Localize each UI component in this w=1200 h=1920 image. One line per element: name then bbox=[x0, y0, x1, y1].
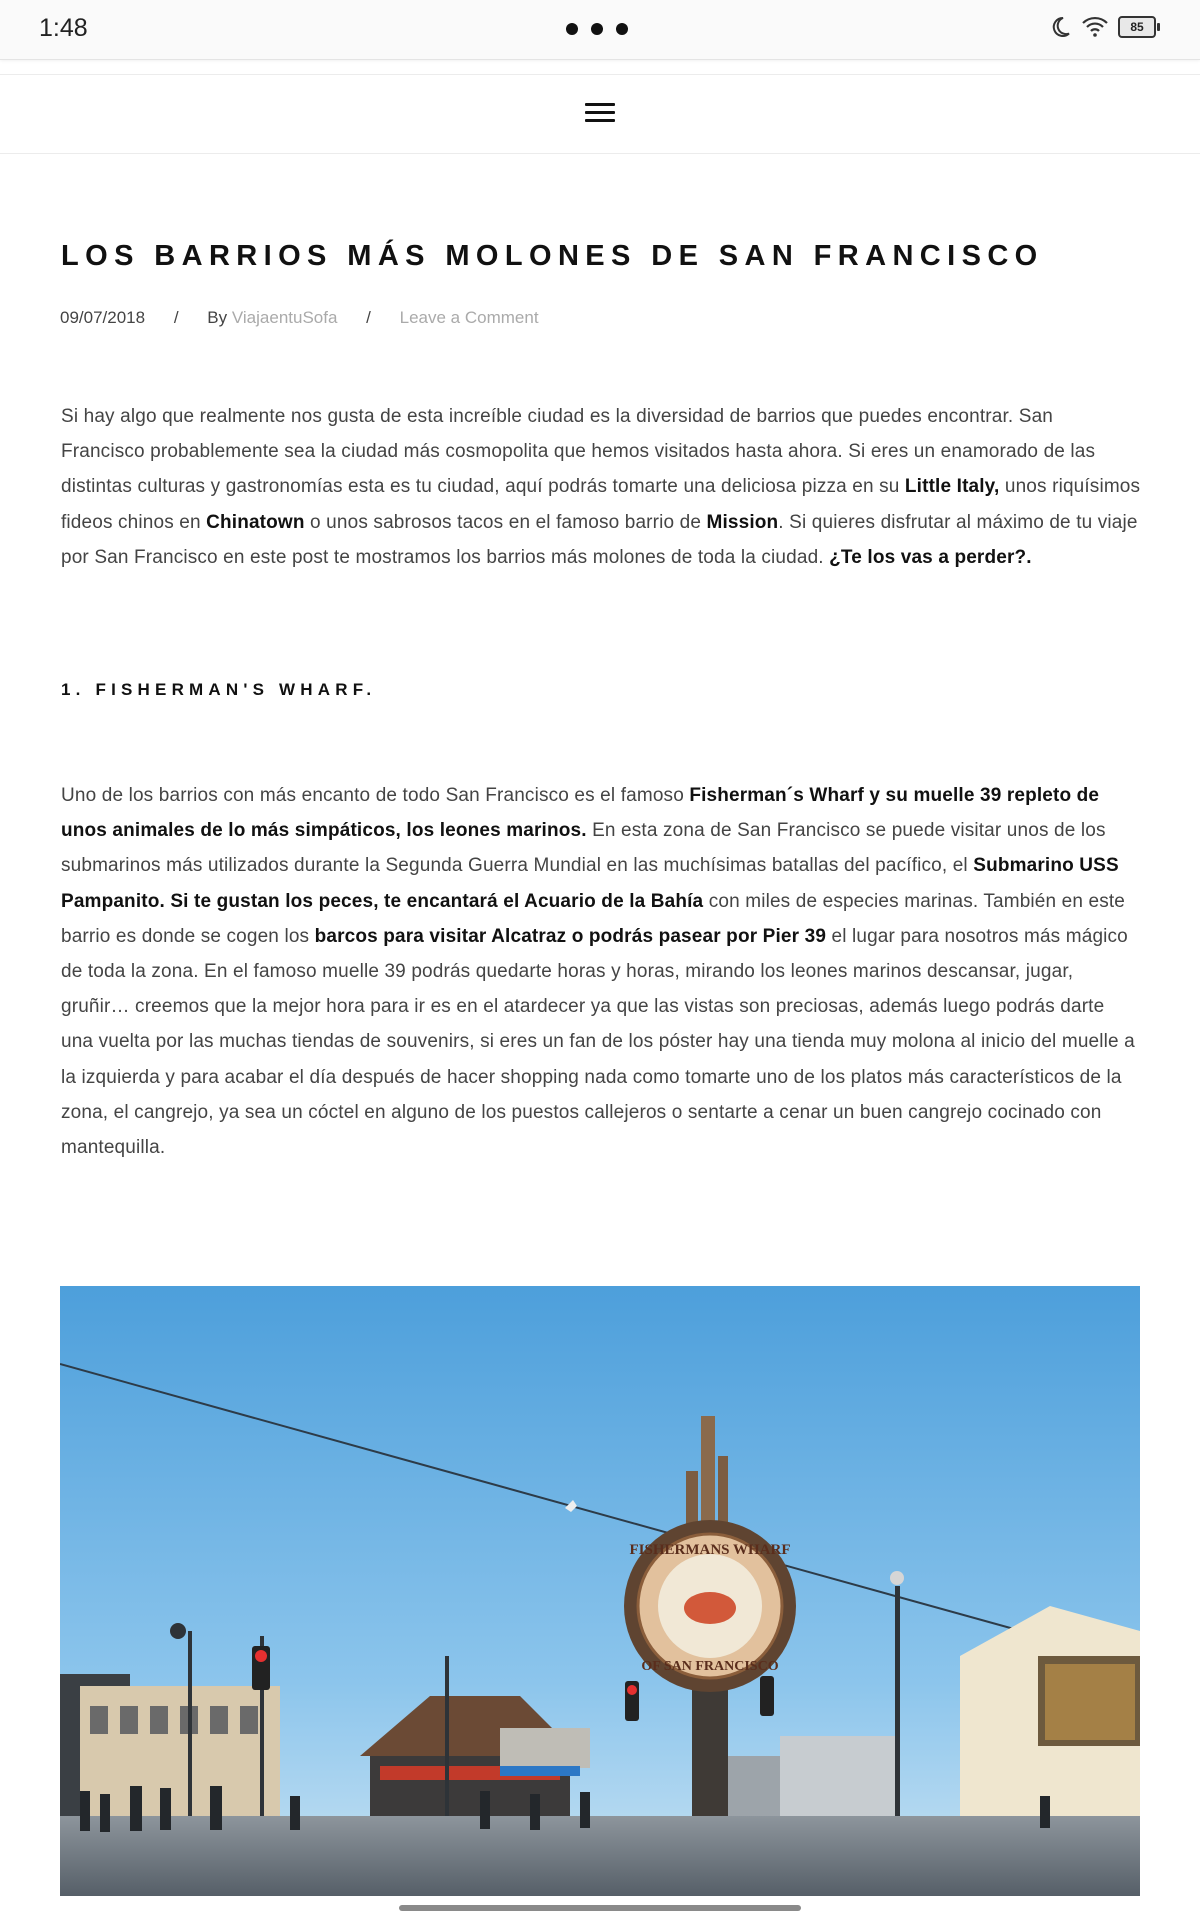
text-run: . Si quieres disfrutar al máximo de tu viaje por San Francisco en este post te mostramos los barrios más molones de toda la ciudad. bbox=[61, 511, 1138, 568]
sign-top-text: FISHERMANS WHARF bbox=[629, 1542, 791, 1558]
bold-text: Submarino USS Pampanito. Si te gustan los peces, te encantará el Acuario de la Bahía bbox=[61, 855, 1119, 912]
intro-paragraph bbox=[61, 399, 1141, 575]
battery-icon: 85 bbox=[1118, 16, 1156, 38]
leave-comment-link[interactable]: Leave a Comment bbox=[399, 308, 539, 327]
bold-text: Fisherman´s Wharf y su muelle 39 repleto de unos animales de lo más simpáticos, los leones marinos. bbox=[61, 785, 1100, 842]
site-header bbox=[0, 74, 1200, 154]
system-icons bbox=[1048, 15, 1156, 39]
sign-bottom-text: OF SAN FRANCISCO bbox=[641, 1659, 779, 1674]
home-indicator[interactable] bbox=[399, 1905, 801, 1911]
text-run: o unos sabrosos tacos en el famoso barrio de bbox=[304, 511, 707, 533]
status-bar bbox=[0, 0, 1200, 60]
article-title: LOS BARRIOS MÁS MOLONES DE SAN FRANCISCO bbox=[61, 240, 1044, 272]
section-heading: 1. FISHERMAN'S WHARF. bbox=[61, 680, 377, 699]
meta-separator: / bbox=[173, 308, 179, 327]
text-run: Si hay algo que realmente nos gusta de esta increíble ciudad es la diversidad de barrios que puedes encontrar. San Francisco probablemente sea la ciudad más cosmopolita que hemos visitados hasta ahora. Si eres un enamorado de las distintas culturas y gastronomías esta es tu ciudad, aquí podrás tomarte una deliciosa pizza en su bbox=[61, 406, 1096, 498]
text-run: Uno de los barrios con más encanto de todo San Francisco es el famoso bbox=[61, 785, 690, 806]
more-dots-icon[interactable] bbox=[566, 23, 628, 35]
text-run: unos riquísimos fideos chinos en bbox=[61, 476, 1141, 533]
post-date: 09/07/2018 bbox=[60, 308, 146, 327]
status-time: 1:48 bbox=[39, 14, 88, 42]
post-meta bbox=[60, 308, 539, 328]
fishermans-wharf-photo bbox=[60, 1286, 1140, 1896]
moon-icon bbox=[1048, 15, 1072, 39]
author-link[interactable]: ViajaentuSofa bbox=[231, 308, 338, 327]
text-run: el lugar para nosotros más mágico de toda la zona. En el famoso muelle 39 podrás quedarte horas y horas, mirando los leones marinos descansar, jugar, gruñir… creemos que la mejor hora para ir es en el atardecer ya que las vistas son preciosas, además luego podrás darte una vuelta por las muchas tiendas de souvenirs, si eres un fan de los póster hay una tienda muy molona al inicio del muelle a la izquierda y para acabar el día después de hacer shopping nada como tomarte uno de los platos más característicos de la zona, el cangrejo, ya sea un cóctel en alguno de los puestos callejeros o sentarte a cenar un buen cangrejo cocinado con mantequilla. bbox=[61, 925, 1135, 1159]
meta-separator: / bbox=[366, 308, 371, 327]
hamburger-menu-icon[interactable] bbox=[585, 103, 615, 127]
wifi-icon bbox=[1082, 16, 1108, 38]
section-paragraph bbox=[61, 778, 1141, 1165]
text-run: con miles de especies marinas. También en este barrio es donde se cogen los bbox=[61, 890, 1126, 947]
bold-text: Mission bbox=[706, 511, 779, 533]
text-run: En esta zona de San Francisco se puede visitar unos de los submarinos más utilizados durante la Segunda Guerra Mundial en las muchísimas batallas del pacífico, el bbox=[61, 820, 1106, 877]
bold-text: barcos para visitar Alcatraz o podrás pasear por Pier 39 bbox=[314, 925, 827, 947]
bold-text: Little Italy, bbox=[904, 476, 1000, 498]
by-label: By bbox=[207, 308, 228, 327]
bold-text: Chinatown bbox=[206, 511, 305, 533]
bold-text: ¿Te los vas a perder?. bbox=[829, 546, 1032, 568]
